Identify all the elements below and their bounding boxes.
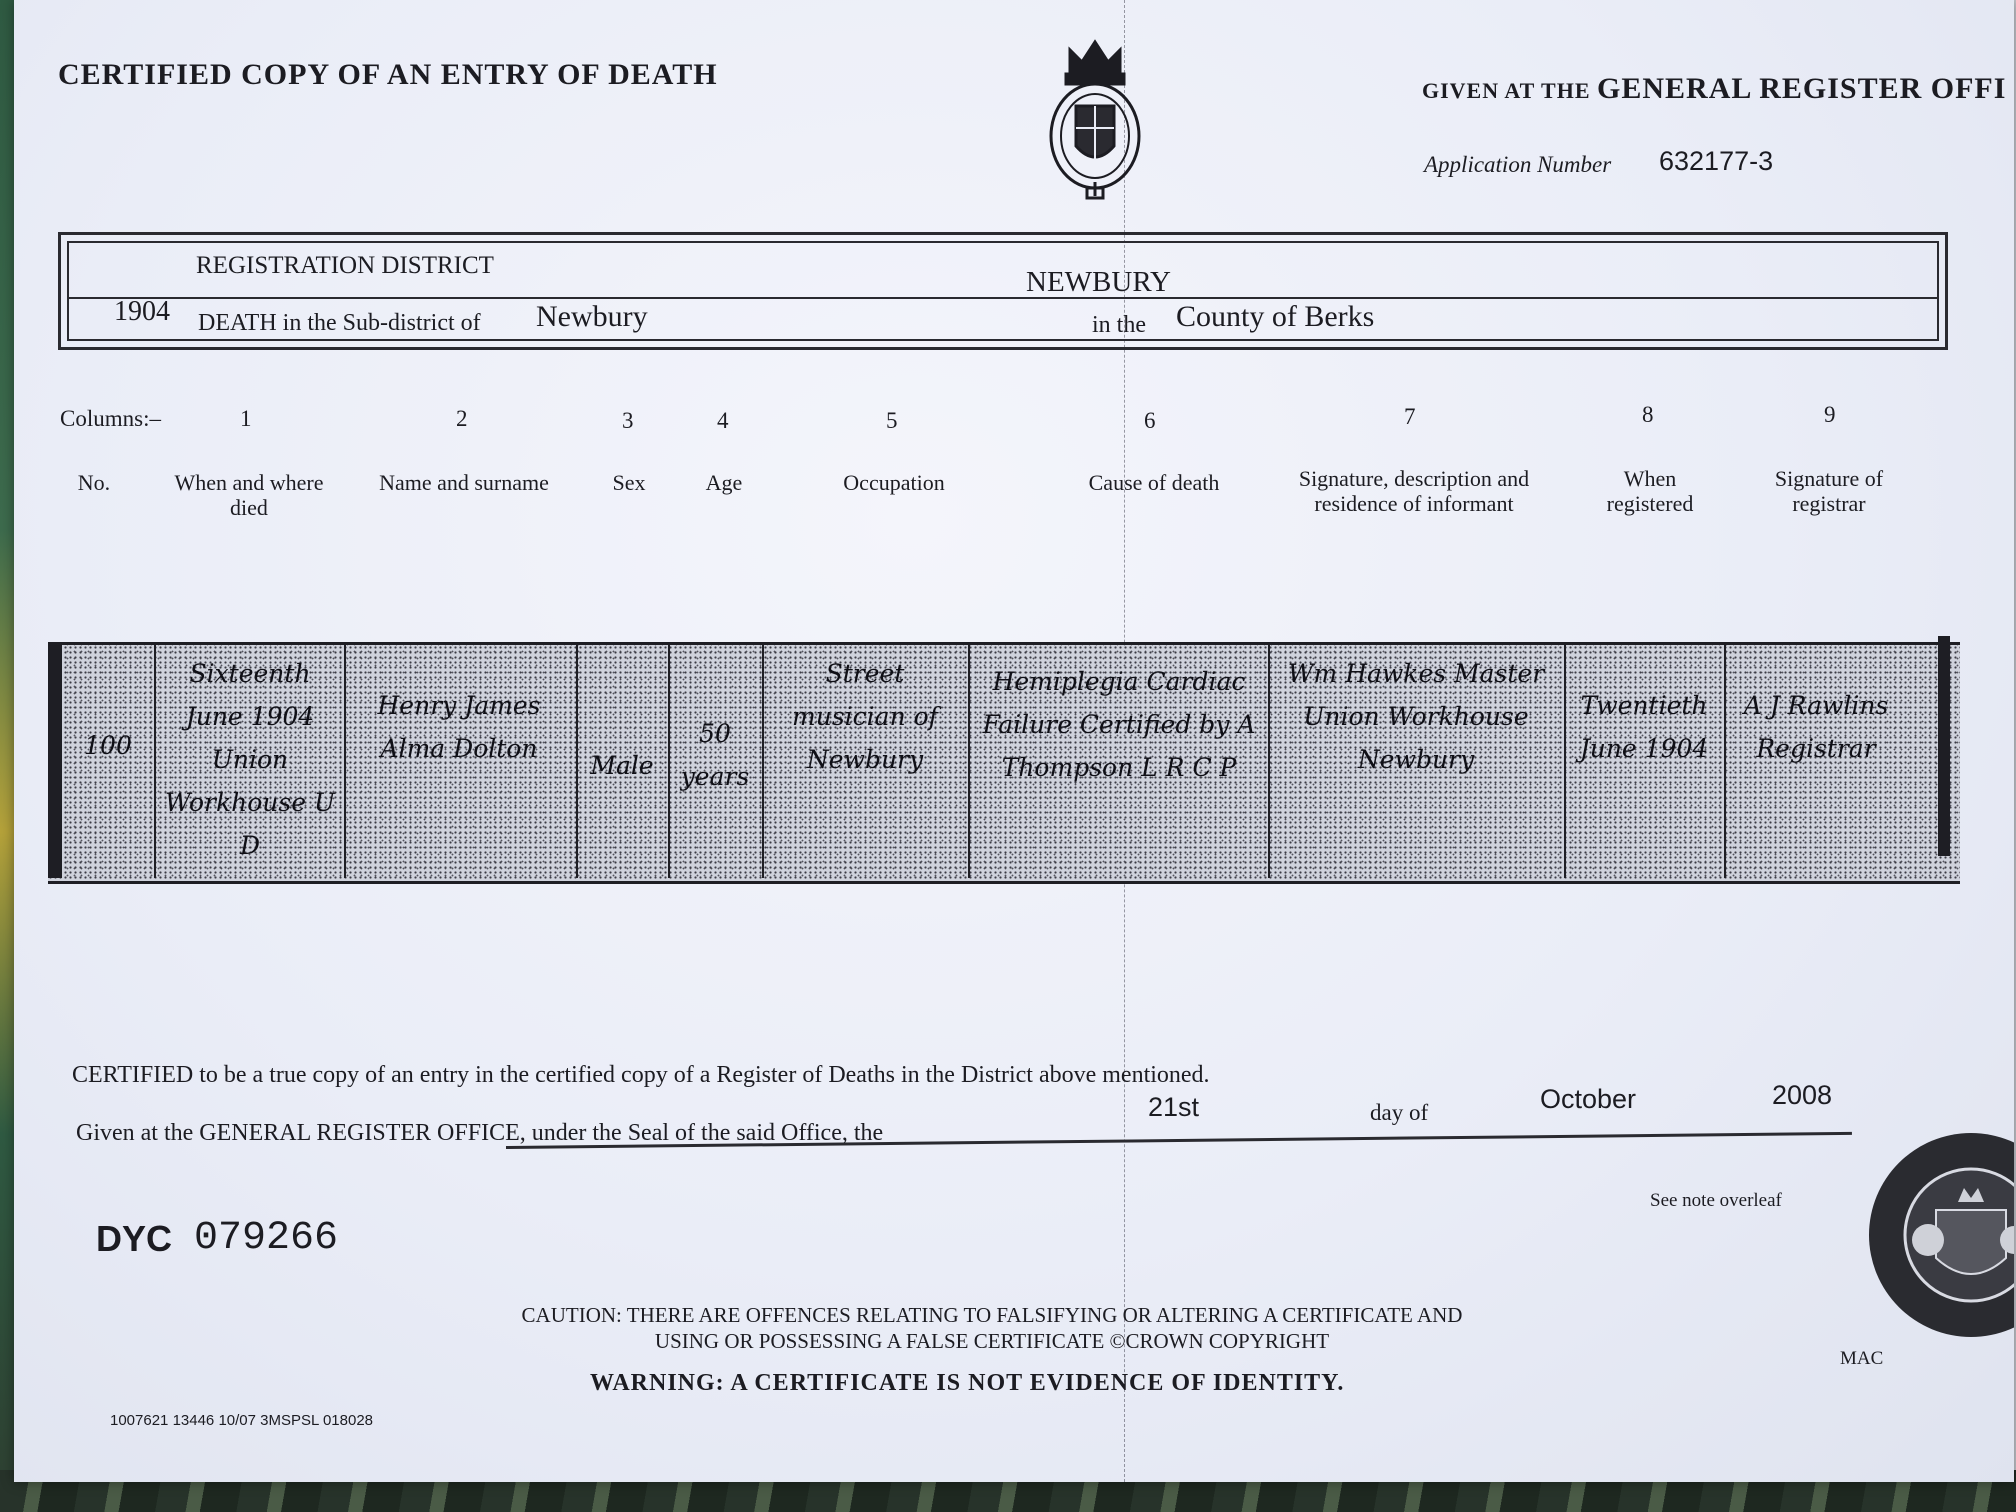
column-heading-name: Name and surname bbox=[379, 470, 549, 495]
entry-age: 50 years bbox=[680, 719, 750, 791]
registration-district-value: NEWBURY bbox=[1026, 266, 1171, 298]
footer-print-code: 1007621 13446 10/07 3MSPSL 018028 bbox=[110, 1412, 374, 1429]
registration-box-divider bbox=[67, 297, 1939, 299]
county-label: in the bbox=[1092, 312, 1146, 338]
column-heading-informant: Signature, description and residence of informant bbox=[1298, 466, 1530, 516]
entry-row-edge bbox=[48, 642, 62, 878]
entry-registrar: A J Rawlins Registrar bbox=[1743, 691, 1889, 763]
column-number: 4 bbox=[717, 408, 729, 433]
entry-row-edge bbox=[1938, 636, 1950, 856]
column-number: 2 bbox=[456, 406, 468, 431]
entry-column-divider bbox=[762, 642, 764, 878]
registration-district-label: REGISTRATION DISTRICT bbox=[196, 252, 494, 279]
entry-informant: Wm Hawkes Master Union Workhouse Newbury bbox=[1287, 659, 1545, 774]
royal-crest-icon bbox=[1040, 28, 1150, 206]
column-heading-no: No. bbox=[77, 470, 111, 495]
given-at-prefix: GIVEN AT THE bbox=[1422, 78, 1591, 103]
caution-notice: CAUTION: THERE ARE OFFENCES RELATING TO FALSIFYING OR ALTERING A CERTIFICATE AND USING OR POSSESSING A FALSE CERTIFICATE ©CROWN COPYRIGHT bbox=[521, 1303, 1463, 1353]
registration-year: 1904 bbox=[114, 296, 170, 327]
entry-registered: Twentieth June 1904 bbox=[1579, 691, 1709, 763]
see-note-overleaf: See note overleaf bbox=[1650, 1190, 1782, 1211]
column-heading-registered: When registered bbox=[1606, 466, 1694, 516]
column-heading-when-where: When and where died bbox=[174, 470, 324, 520]
given-at-office-name: GENERAL REGISTER OFFI bbox=[1597, 72, 2007, 105]
subdistrict-value: Newbury bbox=[536, 300, 648, 333]
warning-notice: WARNING: A CERTIFICATE IS NOT EVIDENCE OF IDENTITY. bbox=[590, 1370, 1345, 1396]
death-certificate bbox=[14, 0, 2014, 1482]
entry-cause: Hemiplegia Cardiac Failure Certified by A Thompson L R C P bbox=[982, 667, 1256, 782]
certification-year: 2008 bbox=[1772, 1080, 1833, 1110]
general-register-office-seal-icon bbox=[1866, 1130, 2014, 1340]
column-heading-occupation: Occupation bbox=[843, 470, 945, 495]
given-at-statement: Given at the GENERAL REGISTER OFFICE, under the Seal of the said Office, the bbox=[76, 1120, 884, 1146]
entry-occupation: Street musician of Newbury bbox=[792, 659, 938, 774]
entry-name: Henry James Alma Dolton bbox=[377, 691, 541, 763]
serial-prefix: DYC bbox=[96, 1218, 173, 1259]
entry-sex: Male bbox=[590, 751, 654, 780]
certification-month: October bbox=[1540, 1084, 1637, 1114]
column-heading-age: Age bbox=[705, 470, 743, 495]
certified-statement: CERTIFIED to be a true copy of an entry in the certified copy of a Register of Deaths in the District above mentioned. bbox=[72, 1062, 1210, 1088]
application-number: 632177-3 bbox=[1659, 146, 1774, 176]
column-number: 7 bbox=[1404, 404, 1416, 429]
entry-no: 100 bbox=[84, 731, 132, 760]
column-heading-sex: Sex bbox=[612, 470, 646, 495]
application-number-label: Application Number bbox=[1424, 152, 1612, 177]
column-number: 5 bbox=[886, 408, 898, 433]
entry-column-divider bbox=[1268, 642, 1270, 878]
column-heading-registrar: Signature of registrar bbox=[1774, 466, 1884, 516]
entry-column-divider bbox=[344, 642, 346, 878]
column-heading-cause: Cause of death bbox=[1088, 470, 1220, 495]
column-number: 6 bbox=[1144, 408, 1156, 433]
column-number: 3 bbox=[622, 408, 634, 433]
certificate-title: CERTIFIED COPY OF AN ENTRY OF DEATH bbox=[58, 58, 718, 91]
clerk-initials: MAC bbox=[1840, 1348, 1884, 1369]
county-value: County of Berks bbox=[1176, 300, 1375, 333]
given-at-office bbox=[1422, 72, 2006, 106]
serial-number: 079266 bbox=[194, 1216, 339, 1261]
columns-label: Columns:– bbox=[60, 406, 161, 431]
day-of-label: day of bbox=[1370, 1100, 1429, 1125]
entry-when-where: Sixteenth June 1904 Union Workhouse U D bbox=[164, 659, 336, 860]
entry-column-divider bbox=[968, 642, 970, 878]
subdistrict-label: DEATH in the Sub-district of bbox=[198, 310, 481, 336]
column-number: 8 bbox=[1642, 402, 1654, 427]
entry-column-divider bbox=[154, 642, 156, 878]
certification-day: 21st bbox=[1148, 1092, 1200, 1122]
column-number: 1 bbox=[240, 406, 252, 431]
column-number: 9 bbox=[1824, 402, 1836, 427]
